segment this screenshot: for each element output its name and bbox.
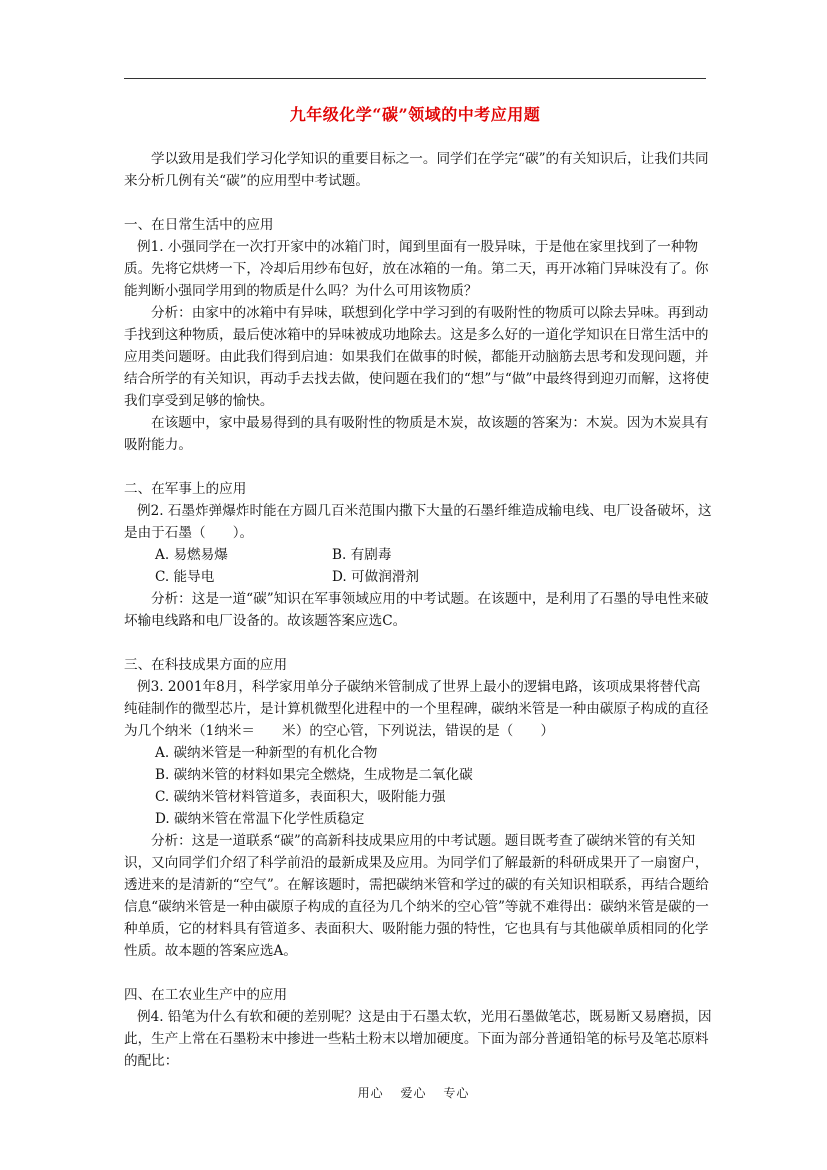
intro-paragraph: 学以致用是我们学习化学知识的重要目标之一。同学们在学完“碳”的有关知识后，让我们共同来分析几例有关“碳”的应用型中考试题。 [124,151,709,189]
section-heading-2: 二、在军事上的应用 [124,481,247,497]
footer-word-2: 爱心 [400,1086,427,1100]
question-1: 例1. 小强同学在一次打开家中的冰箱门时，闻到里面有一股异味，于是他在家里找到了一种物质。先将它烘烤一下，冷却后用纱布包好，放在冰箱的一角。第二天，再开冰箱门异味没有了。你能判断小强同学用到的物质是什么吗？为什么可用该物质？ [124,239,709,299]
analysis-2: 分析：这是一道“碳”知识在军事领域应用的中考试题。在该题中，是利用了石墨的导电性来破坏输电线路和电厂设备的。故该题答案应选C。 [124,591,709,629]
footer-word-1: 用心 [357,1086,384,1100]
options-row-1 [124,544,712,566]
section-heading-4: 四、在工农业生产中的应用 [124,987,288,1003]
document-title: 九年级化学“碳”领域的中考应用题 [289,105,541,124]
question-4: 例4. 铅笔为什么有软和硬的差别呢？这是由于石墨太软，光用石墨做笔芯，既易断又易磨损，因此，生产上常在石墨粉末中掺进一些粘土粉末以增加硬度。下面为部分普通铅笔的标号及笔芯原料的配比： [124,1009,712,1069]
option-2c: C. 能导电 [155,569,215,585]
question-2: 例2. 石墨炸弹爆炸时能在方圆几百米范围内撒下大量的石墨纤维造成输电线、电厂设备破坏，这是由于石墨（ ）。 [124,503,712,541]
document-body [124,148,712,1072]
option-2d: D. 可做润滑剂 [332,569,420,585]
analysis-1: 分析：由家中的冰箱中有异味，联想到化学中学习到的有吸附性的物质可以除去异味。再到动手找到这种物质，最后使冰箱中的异味被成功地除去。这是多么好的一道化学知识在日常生活中的应用类问题呀。由此我们得到启迪：如果我们在做事的时候，都能开动脑筋去思考和发现问题，并结合所学的有关知识，再动手去找去做，使问题在我们的“想”与“做”中最终得到迎刃而解，这将使我们享受到足够的愉快。 [124,305,710,409]
option-3b: B. 碳纳米管的材料如果完全燃烧，生成物是二氧化碳 [155,767,473,783]
option-3d: D. 碳纳米管在常温下化学性质稳定 [155,811,365,827]
options-row-2 [124,566,712,588]
option-2b: B. 有剧毒 [332,547,392,563]
analysis-3: 分析：这是一道联系“碳”的高新科技成果应用的中考试题。题目既考查了碳纳米管的有关知识，又向同学们介绍了科学前沿的最新成果及应用。为同学们了解最新的科研成果开了一扇窗户，透进来的是清新的“空气”。在解该题时，需把碳纳米管和学过的碳的有关知识相联系，再结合题给信息“碳纳米管是一种由碳原子构成的直径为几个纳米的空心管”等就不难得出：碳纳米管是碳的一种单质，它的材料具有管道多、表面积大、吸附能力强的特性，它也具有与其他碳单质相同的化学性质。故本题的答案应选A。 [124,833,709,959]
option-3a: A. 碳纳米管是一种新型的有机化合物 [155,745,378,761]
question-3: 例3. 2001年8月，科学家用单分子碳纳米管制成了世界上最小的逻辑电路，该项成果将替代高纯硅制作的微型芯片，是计算机微型化进程中的一个里程碑，碳纳米管是一种由碳原子构成的直径为几个纳米（1纳米＝ 米）的空心管，下列说法，错误的是（ ） [124,679,709,739]
header-rule [124,78,706,79]
option-2a: A. 易燃易爆 [155,547,228,563]
conclusion-1: 在该题中，家中最易得到的具有吸附性的物质是木炭，故该题的答案为：木炭。因为木炭具有吸附能力。 [124,415,709,453]
page-footer [0,1084,827,1101]
footer-word-3: 专心 [443,1086,470,1100]
section-heading-1: 一、在日常生活中的应用 [124,217,274,233]
option-3c: C. 碳纳米管材料管道多，表面积大，吸附能力强 [155,789,446,805]
section-heading-3: 三、在科技成果方面的应用 [124,657,288,673]
